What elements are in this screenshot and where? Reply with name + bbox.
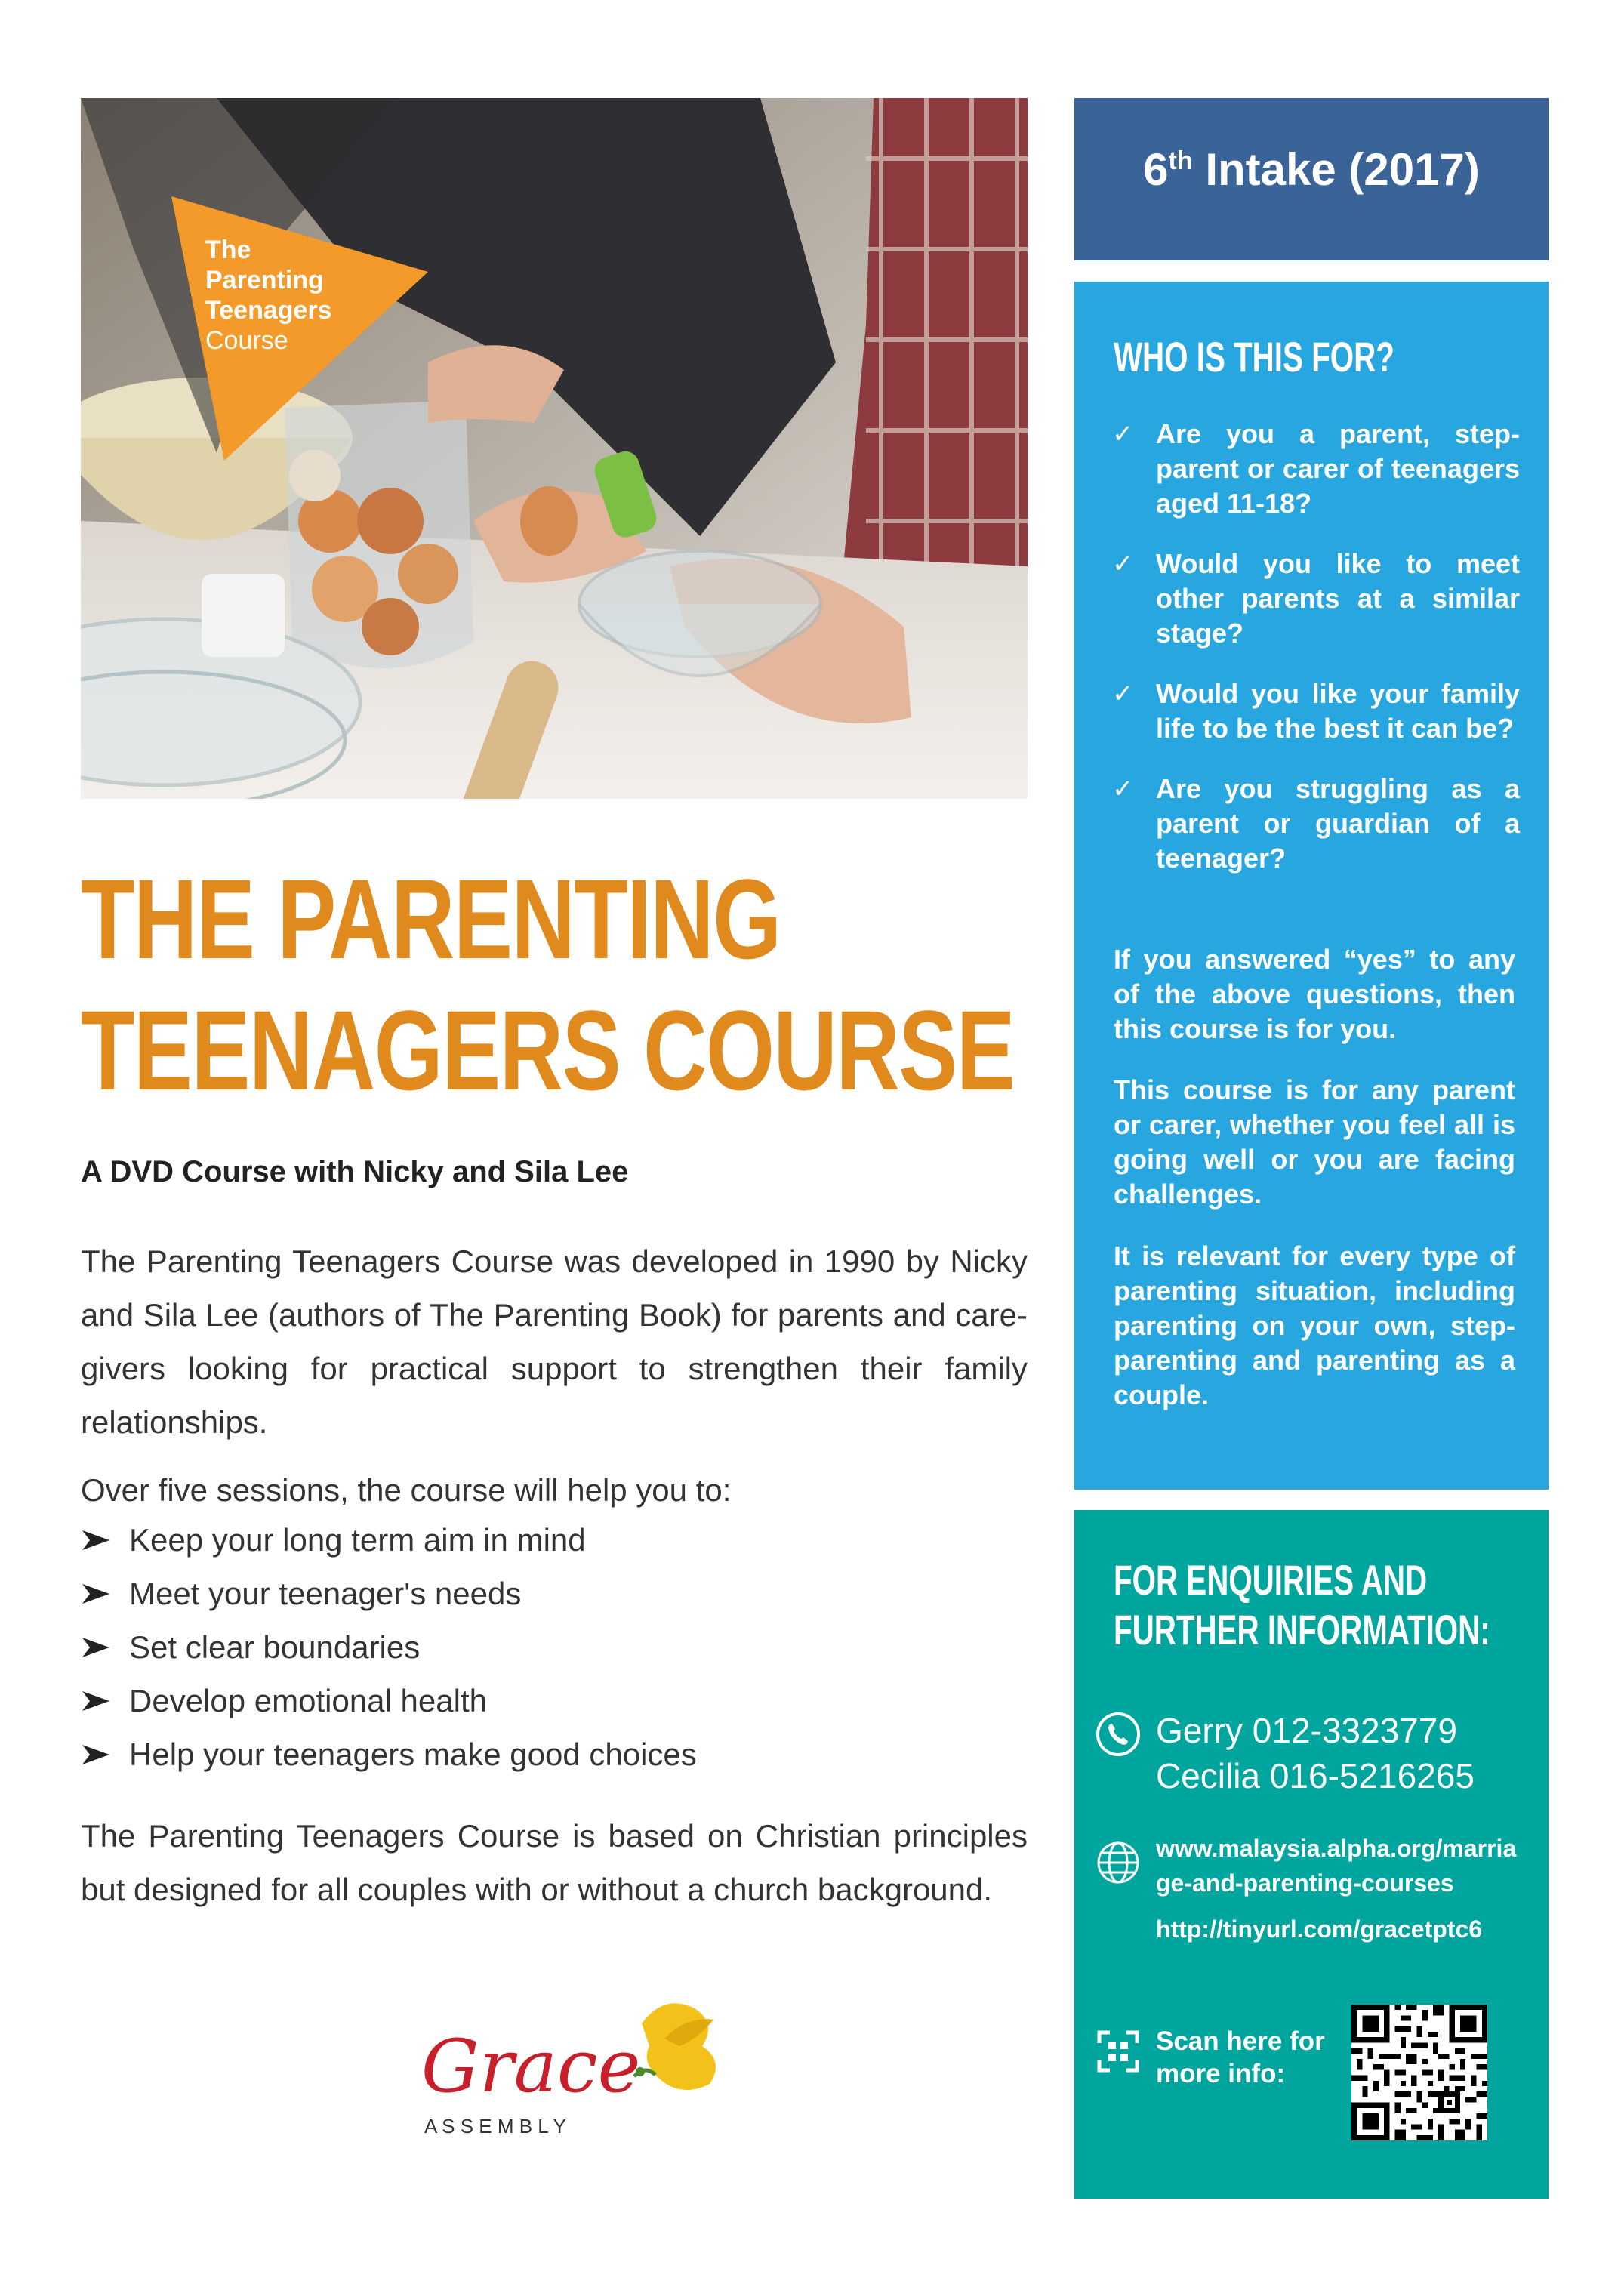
checkmark-icon: ✓ (1112, 680, 1134, 708)
arrow-bullet-icon (81, 1743, 111, 1766)
who-paragraph-3: It is relevant for every type of parenting situation, including parenting on your own, step-parenting and parenting as a couple. (1114, 1240, 1515, 1410)
arrow-bullet-icon (81, 1636, 111, 1659)
page-title (81, 853, 1015, 1116)
who-heading: WHO IS THIS FOR? (1114, 333, 1394, 381)
checkmark-icon: ✓ (1112, 420, 1134, 448)
contact-cecilia[interactable]: Cecilia 016-5216265 (1156, 1756, 1475, 1795)
list-item: Keep your long term aim in mind (81, 1513, 1028, 1567)
subtitle: A DVD Course with Nicky and Sila Lee (81, 1155, 629, 1188)
grace-wordmark: Grace (421, 2024, 641, 2109)
scan-prompt: Scan here for more info: (1156, 2026, 1325, 2088)
hero-logo-line-3: Teenagers (205, 296, 332, 325)
hero-photo (81, 98, 1028, 799)
hero-logo-line-1: The (205, 236, 251, 264)
outcomes-list (81, 1513, 1028, 1781)
intro-paragraph: The Parenting Teenagers Course was developed in 1990 by Nicky and Sila Lee (authors of The Parenting Book) for parents and care-givers looking for practical support to strengthen their family relationships. (81, 1244, 1028, 1440)
title-line-2: TEENAGERS COURSE (81, 987, 1015, 1114)
intake-title: 6th Intake (2017) (1143, 144, 1480, 195)
alpha-website-link[interactable]: www.malaysia.alpha.org/marriage-and-parenting-courses (1156, 1835, 1517, 1897)
hero-logo-line-2: Parenting (205, 266, 324, 294)
phone-icon (1095, 1711, 1142, 1758)
list-item: ✓ Would you like to meet other parents at a similar stage? (1112, 548, 1520, 649)
arrow-bullet-icon (81, 1690, 111, 1712)
grace-assembly-logo (415, 1993, 732, 2152)
who-paragraph-2: This course is for any parent or carer, whether you feel all is going well or you are facing challenges. (1114, 1074, 1515, 1210)
list-item: Meet your teenager's needs (81, 1567, 1028, 1620)
contact-heading: FOR ENQUIRIES AND FURTHER INFORMATION: (1114, 1556, 1490, 1653)
hero-logo-line-4: Course (205, 326, 288, 355)
list-item: ✓ Are you struggling as a parent or guardian of a teenager? (1112, 773, 1520, 874)
list-item: Set clear boundaries (81, 1620, 1028, 1674)
checkmark-icon: ✓ (1112, 550, 1134, 578)
list-item: ✓ Are you a parent, step-parent or carer of teenagers aged 11-18? (1112, 418, 1520, 519)
checkmark-icon: ✓ (1112, 775, 1134, 803)
dove-icon (634, 2003, 716, 2090)
contact-gerry[interactable]: Gerry 012-3323779 (1156, 1711, 1457, 1750)
list-item: Develop emotional health (81, 1674, 1028, 1727)
who-checklist (1112, 417, 1520, 901)
assembly-wordmark: A S S E M B L Y (424, 2115, 566, 2137)
arrow-bullet-icon (81, 1583, 111, 1605)
list-item: Help your teenagers make good choices (81, 1727, 1028, 1781)
list-item: ✓ Would you like your family life to be the best it can be? (1112, 678, 1520, 744)
sessions-intro: Over five sessions, the course will help you to: (81, 1472, 732, 1508)
tinyurl-link[interactable]: http://tinyurl.com/gracetptc6 (1156, 1915, 1483, 1943)
globe-icon (1095, 1839, 1142, 1886)
qr-scan-icon (1095, 2028, 1142, 2075)
who-paragraph-1: If you answered “yes” to any of the above questions, then this course is for you. (1114, 944, 1515, 1044)
qr-code[interactable] (1351, 2005, 1487, 2140)
arrow-bullet-icon (81, 1529, 111, 1552)
closing-paragraph: The Parenting Teenagers Course is based on Christian principles but designed for all couples with or without a church background. (81, 1818, 1028, 1907)
title-line-1: THE PARENTING (81, 855, 781, 982)
